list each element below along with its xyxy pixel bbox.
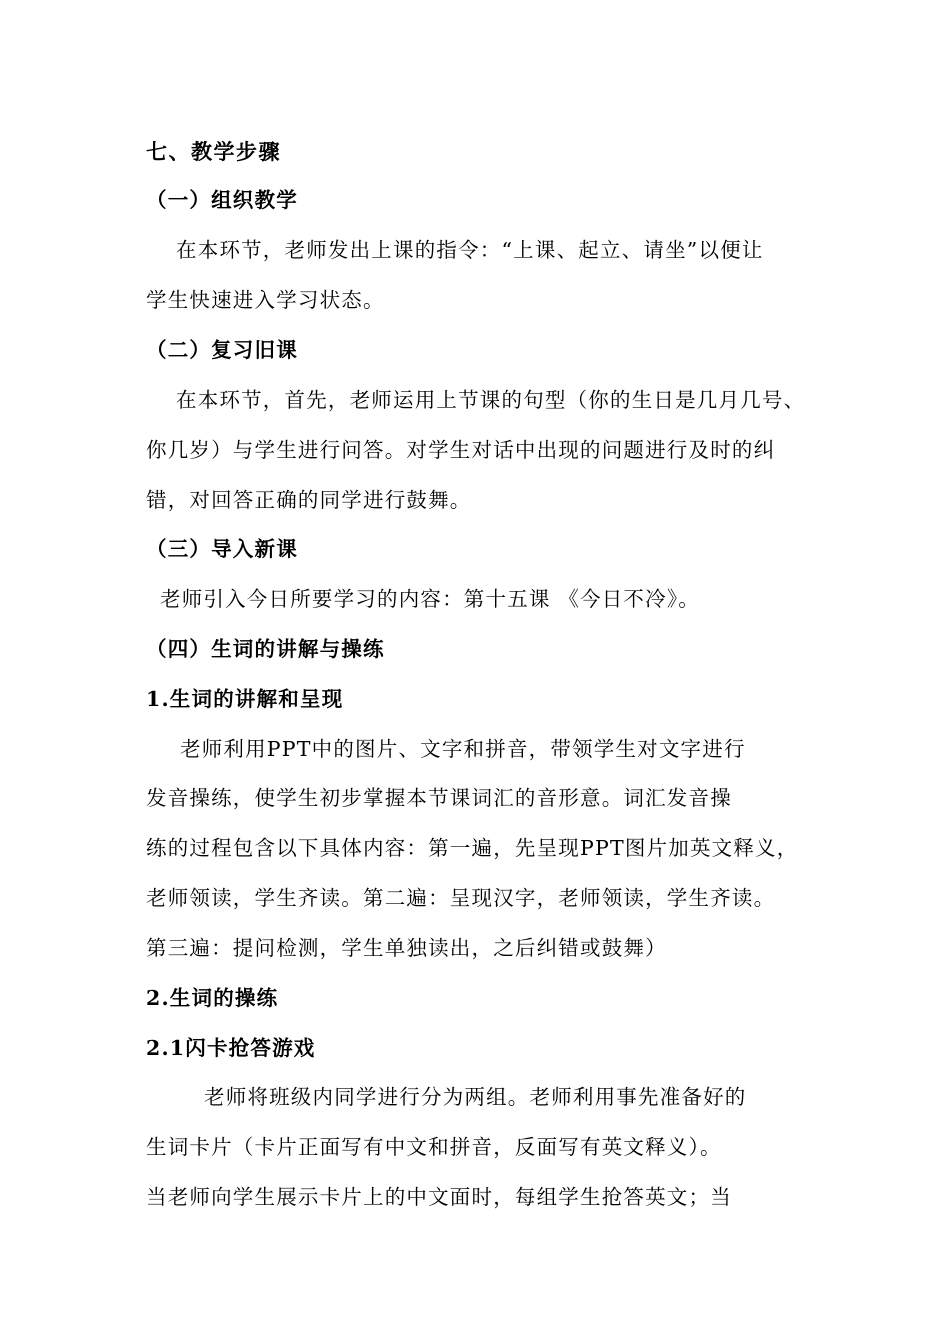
paragraph-line: 老师领读，学生齐读。第二遍：呈现汉字，老师领读，学生齐读。 (146, 886, 776, 910)
paragraph-line: 老师利用PPT中的图片、文字和拼音，带领学生对文字进行 (180, 737, 746, 761)
paragraph-line: 生词卡片（卡片正面写有中文和拼音，反面写有英文释义）。 (146, 1135, 722, 1159)
section-title: 七、教学步骤 (146, 139, 281, 164)
paragraph-line: 老师将班级内同学进行分为两组。老师利用事先准备好的 (204, 1085, 747, 1109)
paragraph-line: 错，对回答正确的同学进行鼓舞。 (146, 488, 472, 512)
paragraph-line: 在本环节，首先，老师运用上节课的句型（你的生日是几月几号、 (176, 388, 806, 412)
paragraph-line: 发音操练，使学生初步掌握本节课词汇的音形意。词汇发音操 (146, 786, 732, 810)
subheading-vocabulary-presentation: 1.生词的讲解和呈现 (146, 687, 344, 711)
paragraph-line: 练的过程包含以下具体内容：第一遍，先呈现PPT图片加英文释义， (146, 836, 799, 860)
subheading-vocabulary-practice: 2.生词的操练 (146, 986, 279, 1010)
paragraph-line: 学生快速进入学习状态。 (146, 288, 385, 312)
subheading-flashcard-game: 2.1闪卡抢答游戏 (146, 1036, 316, 1060)
paragraph-line: 当老师向学生展示卡片上的中文面时，每组学生抢答英文；当 (146, 1185, 732, 1209)
paragraph-line: 在本环节，老师发出上课的指令：“上课、起立、请坐”以便让 (176, 238, 764, 262)
heading-new-lesson: （三）导入新课 (146, 537, 298, 561)
paragraph-line: 老师引入今日所要学习的内容：第十五课 《今日不冷》。 (160, 587, 700, 611)
paragraph-line: 你几岁）与学生进行问答。对学生对话中出现的问题进行及时的纠 (146, 438, 776, 462)
paragraph-line: 第三遍：提问检测，学生单独读出，之后纠错或鼓舞） (146, 936, 667, 960)
heading-vocabulary: （四）生词的讲解与操练 (146, 637, 385, 661)
heading-review-lesson: （二）复习旧课 (146, 338, 298, 362)
heading-organize-teaching: （一）组织教学 (146, 188, 298, 212)
